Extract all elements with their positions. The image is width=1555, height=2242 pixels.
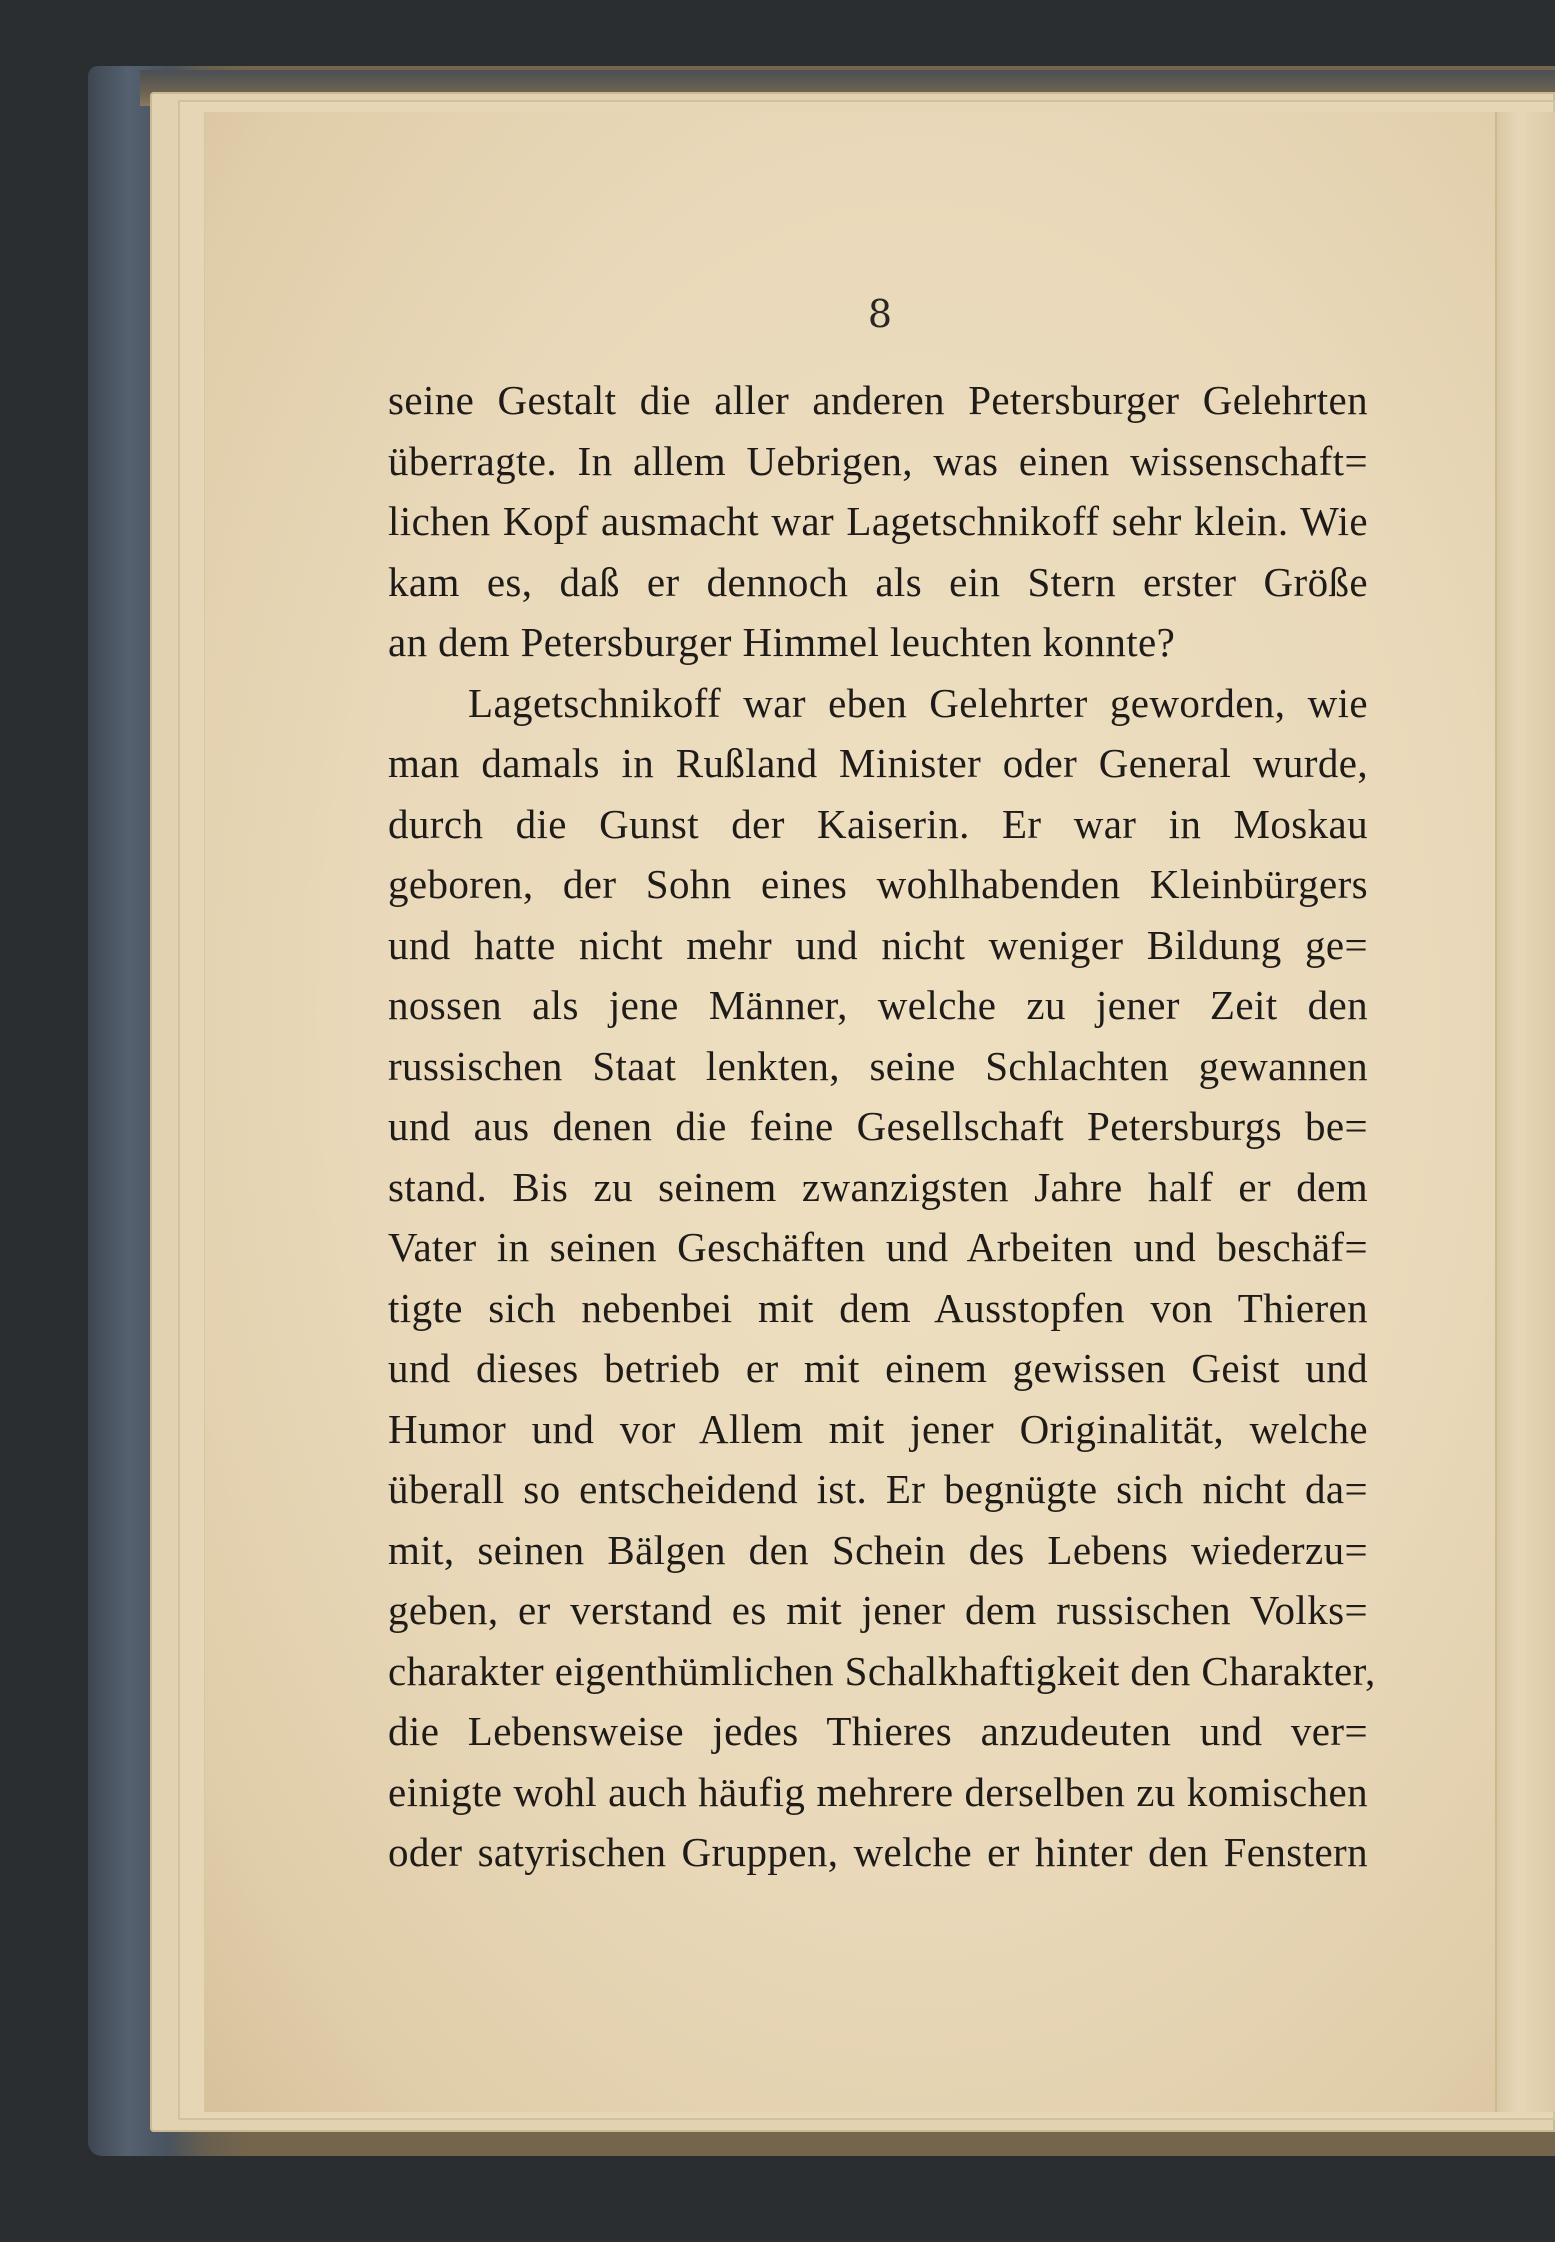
text-line: oder satyrischen Gruppen, welche er hinter den Fenstern xyxy=(388,1829,1368,1875)
text-line: Humor und vor Allem mit jener Originalität, welche xyxy=(388,1405,1368,1452)
text-line: man damals in Rußland Minister oder General wurde, xyxy=(388,740,1368,786)
text-line: Vater in seinen Geschäften und Arbeiten und beschäf= xyxy=(388,1224,1368,1270)
text-line: und hatte nicht mehr und nicht weniger Bildung ge= xyxy=(388,921,1368,968)
text-line: russischen Staat lenkten, seine Schlachten gewannen xyxy=(388,1042,1368,1089)
text-line: seine Gestalt die aller anderen Petersburger Gelehrten xyxy=(388,377,1368,423)
text-line: mit, seinen Bälgen den Schein des Lebens wiederzu= xyxy=(388,1526,1368,1573)
text-line: geben, er verstand es mit jener dem russischen Volks= xyxy=(388,1587,1368,1633)
page-number: 8 xyxy=(867,292,893,336)
text-line: einigte wohl auch häufig mehrere derselben zu komischen xyxy=(388,1768,1368,1815)
page-edge-right xyxy=(1495,112,1555,2112)
text-line: nossen als jene Männer, welche zu jener Zeit den xyxy=(388,982,1368,1028)
text-line: überall so entscheidend ist. Er begnügte sich nicht da= xyxy=(388,1466,1368,1512)
text-line: durch die Gunst der Kaiserin. Er war in Moskau xyxy=(388,800,1368,847)
text-line: und aus denen die feine Gesellschaft Petersburgs be= xyxy=(388,1103,1368,1149)
text-line: kam es, daß er dennoch als ein Stern erster Größe xyxy=(388,558,1368,605)
text-line: an dem Petersburger Himmel leuchten konnte? xyxy=(388,619,1176,665)
text-line: geboren, der Sohn eines wohlhabenden Kleinbürgers xyxy=(388,861,1368,907)
text-line: und dieses betrieb er mit einem gewissen Geist und xyxy=(388,1345,1368,1391)
page-text xyxy=(388,370,1376,1883)
text-line: Lagetschnikoff war eben Gelehrter geworden, wie xyxy=(468,679,1368,726)
text-line: tigte sich nebenbei mit dem Ausstopfen von Thieren xyxy=(388,1284,1368,1331)
text-line: stand. Bis zu seinem zwanzigsten Jahre half er dem xyxy=(388,1163,1368,1210)
text-line: charakter eigenthümlichen Schalkhaftigkeit den Charakter, xyxy=(388,1647,1376,1694)
text-line: überragte. In allem Uebrigen, was einen wissenschaft= xyxy=(388,437,1368,484)
text-line: lichen Kopf ausmacht war Lagetschnikoff sehr klein. Wie xyxy=(388,498,1368,544)
text-line: die Lebensweise jedes Thieres anzudeuten und ver= xyxy=(388,1708,1368,1754)
